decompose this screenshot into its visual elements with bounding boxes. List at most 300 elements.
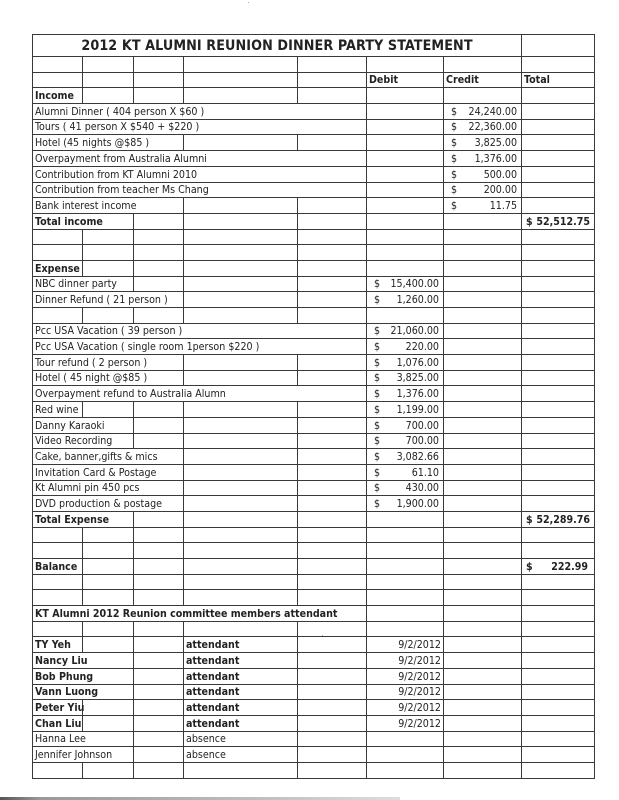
empty-cell [298,276,367,292]
empty-cell [522,57,595,73]
member-status: attendant [184,653,298,669]
empty-cell [184,370,298,386]
empty-cell [184,527,298,543]
section-label: KT Alumni 2012 Reunion committee members attendant [33,606,367,622]
empty-cell [522,308,595,324]
currency-symbol: $ [451,168,458,181]
attendance-date [367,747,444,763]
empty-cell [367,621,444,637]
empty-cell [298,229,367,245]
empty-cell [83,245,134,261]
empty-cell [184,449,298,465]
empty-cell [522,684,595,700]
empty-cell [522,606,595,622]
empty-cell [184,574,298,590]
empty-cell [298,684,367,700]
empty-cell [83,260,134,276]
empty-cell [444,668,522,684]
member-name: Nancy Liu [33,653,134,669]
line-item-label: Tour refund ( 2 person ) [33,355,184,371]
empty-cell [522,574,595,590]
empty-cell [298,260,367,276]
amount: 21,060.00 [390,325,439,338]
empty-cell [444,402,522,418]
member-name: TY Yeh [33,637,83,653]
section-row [33,606,595,622]
balance-row [33,559,595,575]
empty-cell [444,417,522,433]
debit-amount [367,339,444,355]
member-name: Bob Phung [33,668,134,684]
empty-cell [444,213,522,229]
empty-cell [444,276,522,292]
debit-amount [367,402,444,418]
empty-cell [444,496,522,512]
empty-cell [184,464,298,480]
member-name: Peter Yiu [33,700,83,716]
amount: 3,825.00 [474,137,518,150]
empty-cell [134,574,184,590]
empty-cell [33,57,83,73]
debit-amount [367,496,444,512]
line-item-label: DVD production & postage [33,496,184,512]
member-name: Chan Liu [33,715,83,731]
statement-table [32,34,595,779]
amount: 220.00 [405,341,439,354]
empty-cell [367,559,444,575]
line-item-label: Cake, banner,gifts & mics [33,449,184,465]
empty-cell [367,527,444,543]
line-item-label: Alumni Dinner ( 404 person X $60 ) [33,104,367,120]
empty-cell [298,449,367,465]
empty-cell [83,402,134,418]
empty-cell [298,72,367,88]
empty-cell [184,57,298,73]
empty-cell [134,684,184,700]
section-label: Expense [33,260,83,276]
member-status: attendant [184,700,298,716]
member-row [33,653,595,669]
empty-cell [367,104,444,120]
empty-cell [298,464,367,480]
line-item-label: NBC dinner party [33,276,134,292]
line-row [33,480,595,496]
empty-cell [184,245,298,261]
member-name: Jennifer Johnson [33,747,134,763]
empty-cell [134,731,184,747]
empty-cell [367,308,444,324]
empty-cell [298,198,367,214]
empty-cell [522,668,595,684]
empty-cell [367,574,444,590]
line-row [33,417,595,433]
amount: 3,082.66 [396,450,439,463]
amount: 52,289.76 [536,513,591,526]
member-row [33,715,595,731]
empty-cell [522,182,595,198]
line-item-label: Kt Alumni pin 450 pcs [33,480,184,496]
currency-symbol: $ [526,513,533,526]
empty-cell [444,370,522,386]
line-row [33,464,595,480]
member-name: Hanna Lee [33,731,134,747]
line-item-label: Tours ( 41 person X $540 + $220 ) [33,119,367,135]
credit-amount [444,119,522,135]
line-row [33,119,595,135]
currency-symbol: $ [374,497,381,510]
empty-cell [298,135,367,151]
empty-cell [298,574,367,590]
line-row [33,449,595,465]
line-row [33,292,595,308]
currency-symbol: $ [374,435,381,448]
line-item-label: Red wine [33,402,83,418]
currency-symbol: $ [374,388,381,401]
line-row [33,104,595,120]
empty-cell [367,590,444,606]
currency-symbol: $ [374,356,381,369]
empty-cell [134,72,184,88]
empty-cell [298,527,367,543]
empty-cell [134,747,184,763]
empty-cell [33,229,83,245]
blank-row [33,590,595,606]
debit-amount [367,417,444,433]
empty-cell [444,574,522,590]
line-row [33,198,595,214]
line-row [33,402,595,418]
total-amount [522,511,595,527]
empty-cell [134,276,184,292]
amount: 15,400.00 [390,278,439,291]
attendance-date: 9/2/2012 [367,684,444,700]
empty-cell [298,480,367,496]
line-item-label: Dinner Refund ( 21 person ) [33,292,184,308]
empty-cell [184,229,298,245]
empty-cell [134,433,184,449]
empty-cell [134,511,184,527]
empty-cell [522,747,595,763]
line-item-label: Invitation Card & Postage [33,464,184,480]
empty-cell [367,151,444,167]
member-status: attendant [184,637,298,653]
line-row [33,386,595,402]
empty-cell [367,57,444,73]
empty-cell [444,449,522,465]
amount: 22,360.00 [468,121,518,134]
empty-cell [367,166,444,182]
member-row [33,684,595,700]
empty-cell [522,700,595,716]
empty-cell [522,449,595,465]
empty-cell [33,245,83,261]
empty-cell [522,151,595,167]
empty-cell [298,88,367,104]
currency-symbol: $ [526,215,533,228]
empty-cell [444,260,522,276]
amount: 1,376.00 [474,152,518,165]
empty-cell [83,559,134,575]
amount: 1,076.00 [396,356,439,369]
empty-cell [522,135,595,151]
line-row [33,135,595,151]
empty-cell [184,543,298,559]
credit-amount [444,104,522,120]
empty-cell [298,370,367,386]
empty-cell [184,402,298,418]
empty-cell [134,543,184,559]
member-row [33,731,595,747]
line-item-label: Overpayment from Australia Alumni [33,151,367,167]
empty-cell [298,762,367,778]
empty-cell [298,355,367,371]
empty-cell [184,260,298,276]
empty-cell [298,308,367,324]
member-row [33,668,595,684]
empty-cell [83,574,134,590]
empty-cell [184,590,298,606]
amount: 1,900.00 [396,497,439,510]
empty-cell [298,57,367,73]
blank-row [33,621,595,637]
empty-cell [184,292,298,308]
empty-cell [522,543,595,559]
empty-cell [522,245,595,261]
blank-row [33,229,595,245]
balance-label: Balance [33,559,83,575]
empty-cell [444,637,522,653]
empty-cell [367,198,444,214]
amount: 222.99 [551,560,589,573]
empty-cell [522,104,595,120]
empty-cell [367,606,444,622]
member-row [33,700,595,716]
empty-cell [522,88,595,104]
amount: 1,199.00 [396,403,439,416]
debit-amount [367,464,444,480]
empty-cell [367,260,444,276]
empty-cell [33,762,83,778]
attendance-date [367,731,444,747]
empty-cell [184,559,298,575]
blank-row [33,762,595,778]
currency-symbol: $ [374,450,381,463]
empty-cell [184,433,298,449]
total-amount [522,213,595,229]
currency-symbol: $ [526,560,533,573]
currency-symbol: $ [451,105,458,118]
member-status: absence [184,731,298,747]
empty-cell [298,590,367,606]
amount: 52,512.75 [536,215,591,228]
empty-cell [444,653,522,669]
empty-cell [134,700,184,716]
empty-cell [298,668,367,684]
empty-cell [83,527,134,543]
empty-cell [522,480,595,496]
line-item-label: Contribution from KT Alumni 2010 [33,166,367,182]
scan-speck [248,2,249,3]
empty-cell [83,637,134,653]
empty-cell [184,621,298,637]
line-row [33,166,595,182]
empty-cell [184,213,298,229]
currency-symbol: $ [374,294,381,306]
line-row [33,433,595,449]
member-status: attendant [184,668,298,684]
empty-cell [134,417,184,433]
empty-cell [522,35,595,57]
amount: 1,376.00 [396,388,439,401]
empty-cell [444,715,522,731]
credit-amount [444,182,522,198]
line-item-label: Danny Karaoki [33,417,134,433]
empty-cell [134,762,184,778]
empty-cell [444,323,522,339]
header-row [33,72,595,88]
empty-cell [444,747,522,763]
currency-symbol: $ [374,419,381,432]
amount: 700.00 [405,435,439,448]
empty-cell [298,731,367,747]
line-item-label: Hotel (45 nights @$85 ) [33,135,184,151]
debit-amount [367,480,444,496]
empty-cell [298,700,367,716]
currency-symbol: $ [374,341,381,354]
empty-cell [522,386,595,402]
empty-cell [522,339,595,355]
currency-symbol: $ [451,184,458,197]
empty-cell [444,762,522,778]
line-item-label: Pcc USA Vacation ( 39 person ) [33,323,367,339]
empty-cell [33,308,83,324]
currency-symbol: $ [374,403,381,416]
column-header-credit: Credit [444,72,522,88]
currency-symbol: $ [451,152,458,165]
currency-symbol: $ [451,199,458,212]
empty-cell [298,621,367,637]
empty-cell [444,386,522,402]
empty-cell [444,308,522,324]
empty-cell [83,715,134,731]
member-status: attendant [184,684,298,700]
empty-cell [522,166,595,182]
empty-cell [298,511,367,527]
empty-cell [184,355,298,371]
empty-cell [184,308,298,324]
empty-cell [298,653,367,669]
blank-row [33,245,595,261]
empty-cell [298,245,367,261]
empty-cell [33,621,83,637]
empty-cell [298,496,367,512]
blank-row [33,308,595,324]
attendance-date: 9/2/2012 [367,700,444,716]
column-header-total: Total [522,72,595,88]
amount: 200.00 [483,184,518,197]
empty-cell [83,72,134,88]
empty-cell [298,747,367,763]
empty-cell [367,88,444,104]
member-row [33,747,595,763]
section-row [33,88,595,104]
line-row [33,276,595,292]
empty-cell [444,464,522,480]
empty-cell [134,621,184,637]
amount: 3,825.00 [396,372,439,385]
empty-cell [33,574,83,590]
amount: 700.00 [405,419,439,432]
empty-cell [33,72,83,88]
empty-cell [444,684,522,700]
empty-cell [298,543,367,559]
empty-cell [522,762,595,778]
attendance-date: 9/2/2012 [367,637,444,653]
empty-cell [444,229,522,245]
credit-amount [444,151,522,167]
blank-row [33,527,595,543]
empty-cell [184,496,298,512]
column-header-debit: Debit [367,72,444,88]
line-row [33,182,595,198]
empty-cell [134,88,184,104]
empty-cell [367,511,444,527]
empty-cell [522,496,595,512]
empty-cell [444,355,522,371]
credit-amount [444,198,522,214]
amount: 500.00 [483,168,518,181]
currency-symbol: $ [374,466,381,479]
empty-cell [134,668,184,684]
empty-cell [522,229,595,245]
line-row [33,370,595,386]
empty-cell [83,700,134,716]
scan-speck [322,635,323,636]
statement-title: 2012 KT ALUMNI REUNION DINNER PARTY STATEMENT [33,35,522,57]
empty-cell [298,559,367,575]
empty-cell [134,527,184,543]
empty-cell [444,606,522,622]
empty-cell [522,653,595,669]
line-item-label: Video Recording [33,433,134,449]
amount: 11.75 [489,199,518,212]
empty-cell [83,543,134,559]
empty-cell [184,276,298,292]
debit-amount [367,449,444,465]
section-label: Income [33,88,83,104]
currency-symbol: $ [451,137,458,150]
empty-cell [298,213,367,229]
empty-cell [444,731,522,747]
empty-cell [522,260,595,276]
empty-cell [522,276,595,292]
currency-symbol: $ [374,372,381,385]
empty-cell [522,198,595,214]
empty-cell [33,590,83,606]
empty-cell [83,621,134,637]
empty-cell [522,590,595,606]
amount: 430.00 [405,482,439,495]
empty-cell [134,308,184,324]
debit-amount [367,433,444,449]
currency-symbol: $ [374,482,381,495]
amount: 61.10 [411,466,439,479]
empty-cell [444,590,522,606]
line-row [33,496,595,512]
currency-symbol: $ [374,325,381,338]
line-item-label: Pcc USA Vacation ( single room 1person $220 ) [33,339,367,355]
empty-cell [184,198,298,214]
